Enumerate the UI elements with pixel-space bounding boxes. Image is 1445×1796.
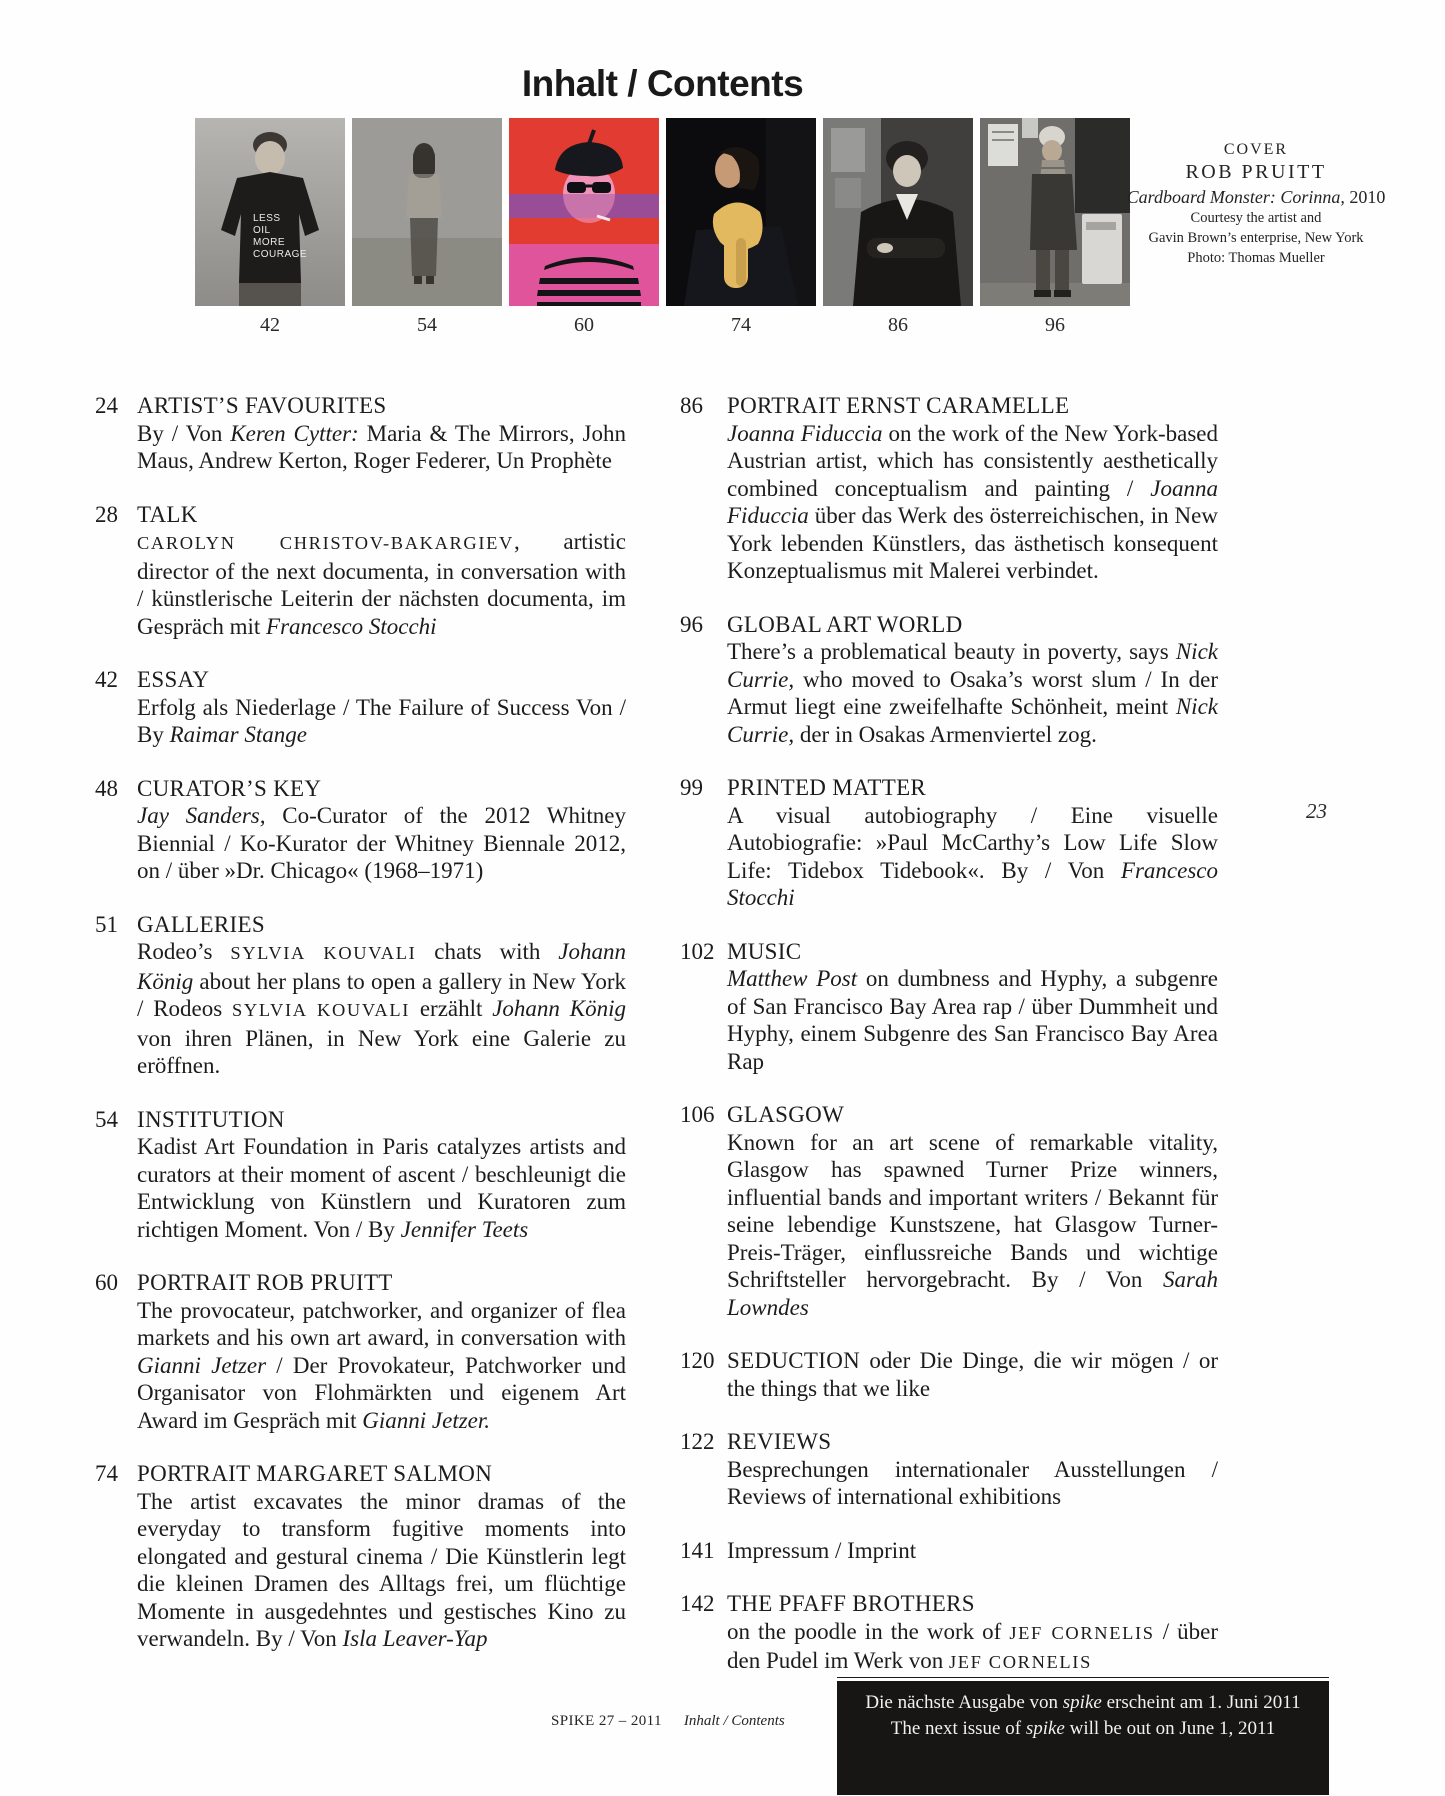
entry-title: CURATOR’S KEY [137, 775, 322, 801]
entry-content [137, 775, 626, 885]
entry-content [137, 1460, 626, 1653]
entry-body: CAROLYN CHRISTOV-BAKARGIEV, artistic director of the next documenta, in conversation with / künstlerische Leiterin der nächsten documenta, im Gespräch mit Francesco Stocchi [137, 529, 626, 639]
entry-title: PRINTED MATTER [727, 775, 927, 800]
entry-body: on the poodle in the work of JEF CORNELIS / über den Pudel im Werk von JEF CORNELIS [727, 1618, 1218, 1673]
footer-issue-line [551, 1713, 785, 1730]
entry-body: Joanna Fiduccia on the work of the New York-based Austrian artist, which has consistently aesthetically combined conceptualism and painting / Joanna Fiduccia über das Werk des österreichischen, in New York lebenden Künstlers, das ästhetisch konsequent Konzeptualismus mit Malerei verbindet. [727, 420, 1218, 583]
entry-body: The artist excavates the minor dramas of the everyday to transform fugitive moments into elongated and gestural cinema / Die Künstlerin legt die kleinen Dramen des Alltags frei, um flüchtige Momente in ausgedehntes und gestisches Kino zu verwandeln. By / Von Isla Leaver-Yap [137, 1488, 626, 1651]
entry-page-number: 86 [680, 393, 703, 418]
entry-content [727, 774, 1218, 912]
entry-content [727, 1101, 1218, 1321]
entry-title: INSTITUTION [137, 1106, 285, 1132]
entry-body: Erfolg als Niederlage / The Failure of Success Von / By Raimar Stange [137, 694, 626, 747]
cover-work-title: Cardboard Monster: Corinna, 2010 [1126, 187, 1386, 207]
toc-entry [680, 1428, 1218, 1511]
entry-body: SEDUCTION oder Die Dinge, die wir mögen / or the things that we like [727, 1348, 1218, 1401]
next-issue-box-inner [837, 1681, 1329, 1795]
thumbnail-page-number: 60 [574, 314, 594, 336]
photo-man-less-oil-more-courage [195, 118, 345, 306]
toc-entry [680, 1347, 1218, 1402]
entry-title: THE PFAFF BROTHERS [727, 1591, 975, 1616]
entry-body: Known for an art scene of remarkable vitality, Glasgow has spawned Turner Prize winners, influential bands and important writers / Bekannt für seine lebendige Kunstszene, hat Glasgow Turner-Preis-Träger, einflussreiche Bands und wichtige Schriftsteller hervorgebracht. By / Von Sarah Lowndes [727, 1129, 1218, 1320]
folio-page-number: 23 [1306, 799, 1327, 823]
entry-title: ARTIST’S FAVOURITES [137, 393, 387, 418]
entry-page-number: 99 [680, 775, 703, 800]
toc-entry [95, 501, 626, 641]
entry-content [727, 1590, 1218, 1677]
entry-page-number: 122 [680, 1429, 715, 1454]
next-issue-line-de: Die nächste Ausgabe von spike erscheint am 1. Juni 2011 [865, 1691, 1301, 1713]
entry-title: PORTRAIT MARGARET SALMON [137, 1461, 493, 1486]
toc-entry [95, 1106, 626, 1244]
thumbnail-page-number: 86 [888, 314, 908, 336]
entry-content [137, 392, 626, 475]
entry-content [137, 1269, 626, 1434]
entry-page-number: 74 [95, 1461, 118, 1486]
toc-entry [680, 1537, 1218, 1565]
entry-body: Matthew Post on dumbness and Hyphy, a subgenre of San Francisco Bay Area rap / über Dummheit und Hyphy, einem Subgenre des San Francisco Bay Area Rap [727, 966, 1218, 1074]
tshirt-text-line: MORE [253, 237, 285, 248]
entry-page-number: 54 [95, 1106, 118, 1132]
entry-title: GALLERIES [137, 911, 265, 937]
page-title: Inhalt / Contents [521, 62, 804, 104]
cover-label: COVER [1223, 141, 1289, 158]
entry-body: Impressum / Imprint [727, 1537, 917, 1563]
toc-entry [680, 611, 1218, 749]
toc-column-left [95, 392, 626, 1679]
entry-page-number: 106 [680, 1102, 715, 1127]
entry-page-number: 141 [680, 1537, 715, 1563]
entry-page-number: 48 [95, 775, 118, 801]
entry-body: A visual autobiography / Eine visuelle Autobiografie: »Paul McCarthy’s Low Life Slow Life: Tidebox Tidebook«. By / Von Francesco Stocchi [727, 802, 1218, 910]
photo-man-arms-crossed [823, 118, 973, 306]
toc-column-right [680, 392, 1218, 1703]
tshirt-text-line: LESS [253, 213, 281, 224]
entry-body: By / Von Keren Cytter: Maria & The Mirrors, John Maus, Andrew Kerton, Roger Federer, Un Prophète [137, 420, 626, 473]
entry-body: Kadist Art Foundation in Paris catalyzes artists and curators at their moment of ascent / beschleunigt die Entwicklung von Künstlern und Kuratoren zum richtigen Moment. Von / By Jennifer Teets [137, 1134, 626, 1242]
entry-body: The provocateur, patchworker, and organizer of flea markets and his own art award, in conversation with Gianni Jetzer / Der Provokateur, Patchworker und Organisator von Flohmärkten und eigenem Art Award im Gespräch mit Gianni Jetzer. [137, 1297, 626, 1433]
entry-content [137, 666, 626, 749]
entry-title: SEDUCTION [727, 1348, 861, 1373]
entry-page-number: 24 [95, 393, 118, 418]
tshirt-text-line: COURAGE [253, 249, 308, 260]
toc-entry [680, 1101, 1218, 1321]
footer-section-label: Inhalt / Contents [683, 1713, 785, 1729]
entry-body: Besprechungen internationaler Ausstellungen / Reviews of international exhibitions [727, 1456, 1218, 1509]
thumbnail-institution [352, 118, 502, 337]
cover-artist: ROB PRUITT [1185, 161, 1327, 183]
footer-issue-label: SPIKE 27 – 2011 [551, 1713, 662, 1729]
toc-entry [95, 1269, 626, 1434]
entry-page-number: 142 [680, 1591, 715, 1616]
photo-woman-yellow-scarf [666, 118, 816, 306]
entry-title: PORTRAIT ERNST CARAMELLE [727, 393, 1070, 418]
entry-title: ESSAY [137, 667, 210, 692]
entry-page-number: 42 [95, 667, 118, 692]
toc-entry [680, 1590, 1218, 1677]
entry-content [137, 1106, 626, 1244]
entry-page-number: 96 [680, 611, 703, 637]
tshirt-text-line: OIL [253, 225, 271, 236]
thumbnail-page-number: 96 [1045, 314, 1065, 336]
cover-courtesy-line: Gavin Brown’s enterprise, New York [1148, 230, 1364, 246]
toc-entry [95, 666, 626, 749]
thumbnail-rob-pruitt [509, 118, 659, 337]
entry-content [727, 1347, 1218, 1402]
photo-standing-figure-in-room [352, 118, 502, 306]
thumbnail-page-number: 74 [731, 314, 751, 336]
entry-content [727, 1537, 1218, 1565]
toc-entry [95, 392, 626, 475]
entry-content [727, 611, 1218, 749]
thumbnail-artist-favourites [195, 118, 345, 337]
thumbnail-strip [195, 118, 1130, 337]
entry-content [137, 501, 626, 641]
entry-page-number: 51 [95, 911, 118, 937]
cover-courtesy-line: Courtesy the artist and [1190, 210, 1322, 226]
entry-page-number: 102 [680, 938, 715, 964]
thumbnail-page-number: 54 [417, 314, 437, 336]
entry-content [137, 911, 626, 1080]
entry-title: GLOBAL ART WORLD [727, 611, 963, 637]
photo-pop-art-beret-man [509, 118, 659, 306]
next-issue-line-en: The next issue of spike will be out on June 1, 2011 [890, 1717, 1276, 1739]
entry-content [727, 938, 1218, 1076]
toc-entry [95, 775, 626, 885]
entry-title: PORTRAIT ROB PRUITT [137, 1270, 393, 1295]
entry-page-number: 120 [680, 1348, 715, 1373]
toc-entry [680, 774, 1218, 912]
cover-photo-credit: Photo: Thomas Mueller [1187, 250, 1325, 266]
thumbnail-margaret-salmon [666, 118, 816, 337]
toc-entry [95, 1460, 626, 1653]
entry-title: REVIEWS [727, 1429, 832, 1454]
thumbnail-page-number: 42 [260, 314, 280, 336]
cover-credit [1081, 141, 1431, 268]
entry-content [727, 1428, 1218, 1511]
entry-content [727, 392, 1218, 585]
toc-entry [680, 392, 1218, 585]
entry-body: Jay Sanders, Co-Curator of the 2012 Whitney Biennial / Ko-Kurator der Whitney Biennale 2012, on / über »Dr. Chicago« (1968–1971) [137, 803, 626, 883]
entry-body: Rodeo’s SYLVIA KOUVALI chats with Johann König about her plans to open a gallery in New York / Rodeos SYLVIA KOUVALI erzählt Johann König von ihren Plänen, in New York eine Galerie zu eröffnen. [137, 939, 627, 1078]
thumbnail-ernst-caramelle [823, 118, 973, 337]
toc-entry [680, 938, 1218, 1076]
entry-page-number: 28 [95, 501, 118, 527]
toc-entry [95, 911, 626, 1080]
next-issue-box [837, 1677, 1329, 1795]
entry-title: GLASGOW [727, 1102, 845, 1127]
entry-title: MUSIC [727, 938, 802, 964]
entry-title: TALK [137, 501, 198, 527]
entry-page-number: 60 [95, 1270, 118, 1295]
entry-body: There’s a problematical beauty in poverty, says Nick Currie, who moved to Osaka’s worst slum / In der Armut liegt eine zweifelhafte Schönheit, meint Nick Currie, der in Osakas Armenviertel zog. [727, 639, 1218, 747]
